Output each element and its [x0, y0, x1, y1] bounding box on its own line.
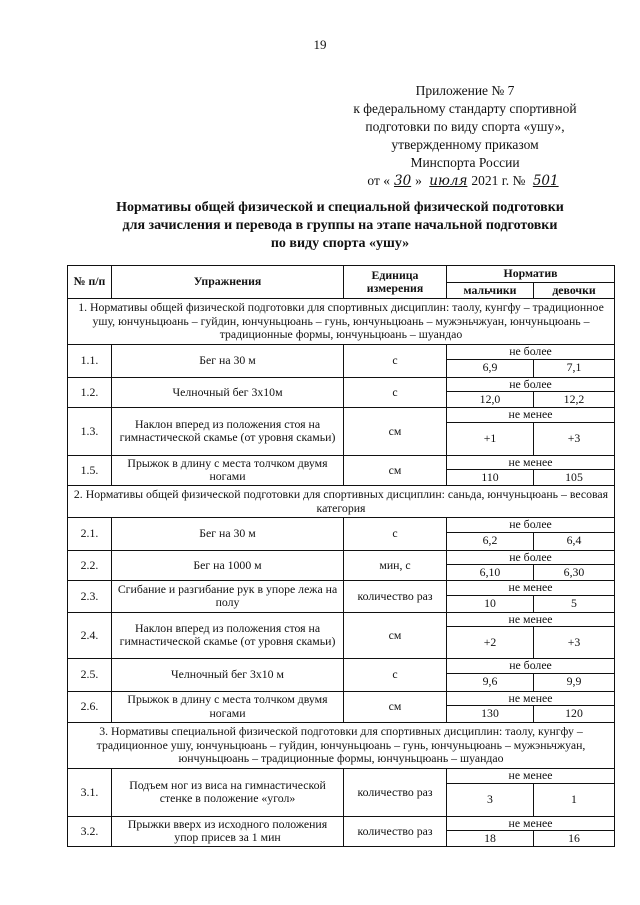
page-number: 19 [313, 37, 327, 52]
exercise-name: Челночный бег 3х10 м [112, 659, 344, 692]
girls-value: 6,4 [534, 532, 615, 550]
row-number: 1.2. [68, 377, 112, 408]
norm-condition: не более [447, 518, 615, 533]
girls-value: +3 [534, 627, 615, 659]
row-number: 3.1. [68, 769, 112, 817]
header-girls: девочки [534, 283, 615, 299]
date-year: 2021 г. № [471, 173, 526, 188]
girls-value: 120 [534, 706, 615, 723]
boys-value: 12,0 [447, 392, 534, 408]
exercise-name: Бег на 1000 м [112, 550, 344, 581]
table-row [68, 377, 615, 392]
table-row [68, 691, 615, 706]
unit-of-measure: мин, с [344, 550, 447, 581]
exercise-name: Подъем ног из виса на гимнастической стенке в положение «угол» [112, 769, 344, 817]
unit-of-measure: см [344, 612, 447, 659]
boys-value: 6,10 [447, 565, 534, 581]
unit-of-measure: количество раз [344, 581, 447, 613]
row-number: 2.2. [68, 550, 112, 581]
girls-value: 9,9 [534, 673, 615, 691]
appendix-line: подготовки по виду спорта «ушу», [365, 119, 565, 134]
row-number: 2.6. [68, 691, 112, 723]
boys-value: 6,9 [447, 359, 534, 377]
boys-value: +2 [447, 627, 534, 659]
boys-value: 18 [447, 831, 534, 847]
norm-condition: не менее [447, 816, 615, 831]
date-day: 30 [393, 173, 412, 189]
section-row [68, 723, 615, 769]
appendix-line: Минспорта России [410, 155, 520, 170]
norm-condition: не менее [447, 691, 615, 706]
title-line: по виду спорта «ушу» [270, 236, 410, 251]
unit-of-measure: см [344, 691, 447, 723]
section-row [68, 299, 615, 345]
girls-value: 12,2 [534, 392, 615, 408]
unit-of-measure: количество раз [344, 769, 447, 817]
row-number: 2.3. [68, 581, 112, 613]
norms-table [67, 265, 615, 847]
norm-condition: не менее [447, 769, 615, 784]
unit-of-measure: количество раз [344, 816, 447, 847]
header-exercise: Упражнения [112, 266, 344, 299]
row-number: 2.5. [68, 659, 112, 692]
norm-condition: не менее [447, 612, 615, 627]
exercise-name: Прыжок в длину с места толчком двумя ногами [112, 691, 344, 723]
order-date-line [330, 172, 600, 190]
row-number: 1.1. [68, 345, 112, 378]
row-number: 2.1. [68, 518, 112, 551]
exercise-name: Бег на 30 м [112, 518, 344, 551]
girls-value: 1 [534, 783, 615, 816]
row-number: 1.5. [68, 455, 112, 486]
boys-value: 10 [447, 595, 534, 612]
row-number: 1.3. [68, 408, 112, 456]
exercise-name: Наклон вперед из положения стоя на гимнастической скамье (от уровня скамьи) [112, 612, 344, 659]
exercise-name: Бег на 30 м [112, 345, 344, 378]
girls-value: 16 [534, 831, 615, 847]
appendix-line: к федеральному стандарту спортивной [353, 101, 577, 116]
boys-value: +1 [447, 422, 534, 455]
norm-condition: не более [447, 550, 615, 565]
section-title: 2. Нормативы общей физической подготовки для спортивных дисциплин: саньда, юнчуньцюань – весовая категория [68, 486, 615, 518]
table-row [68, 816, 615, 831]
girls-value: +3 [534, 422, 615, 455]
table-row [68, 408, 615, 423]
date-prefix: от « [367, 173, 390, 188]
exercise-name: Челночный бег 3х10м [112, 377, 344, 408]
girls-value: 6,30 [534, 565, 615, 581]
section-row [68, 486, 615, 518]
row-number: 3.2. [68, 816, 112, 847]
date-mid: » [415, 173, 422, 188]
unit-of-measure: с [344, 345, 447, 378]
table-row [68, 345, 615, 360]
header-norm: Норматив [447, 266, 615, 283]
unit-of-measure: см [344, 455, 447, 486]
unit-of-measure: с [344, 377, 447, 408]
document-title [60, 199, 620, 253]
section-title: 1. Нормативы общей физической подготовки для спортивных дисциплин: таолу, кунгфу – традиционное ушу, юнчуньцюань – гуйдин, юнчуньцюань – гунь, юнчуньцюань – мужэньчжуан, юнчуньцюань – традиционные формы, юнчуньцюань – шуандао [68, 299, 615, 345]
row-number: 2.4. [68, 612, 112, 659]
table-row [68, 550, 615, 565]
boys-value: 3 [447, 783, 534, 816]
title-line: Нормативы общей физической и специальной физической подготовки [116, 200, 564, 215]
date-month: июля [429, 173, 468, 189]
table-row [68, 769, 615, 784]
girls-value: 105 [534, 470, 615, 486]
boys-value: 9,6 [447, 673, 534, 691]
unit-of-measure: с [344, 518, 447, 551]
norm-condition: не менее [447, 408, 615, 423]
norm-condition: не более [447, 345, 615, 360]
header-number: № п/п [68, 266, 112, 299]
appendix-line: утвержденному приказом [391, 137, 539, 152]
table-row [68, 455, 615, 470]
table-row [68, 518, 615, 533]
exercise-name: Прыжок в длину с места толчком двумя ногами [112, 455, 344, 486]
exercise-name: Наклон вперед из положения стоя на гимнастической скамье (от уровня скамьи) [112, 408, 344, 456]
header-boys: мальчики [447, 283, 534, 299]
norm-condition: не менее [447, 455, 615, 470]
table-row [68, 581, 615, 596]
table-row [68, 612, 615, 627]
norm-condition: не более [447, 659, 615, 674]
boys-value: 6,2 [447, 532, 534, 550]
appendix-header [330, 82, 600, 190]
title-line: для зачисления и перевода в группы на этапе начальной подготовки [122, 218, 558, 233]
boys-value: 130 [447, 706, 534, 723]
exercise-name: Сгибание и разгибание рук в упоре лежа на полу [112, 581, 344, 613]
norm-condition: не менее [447, 581, 615, 596]
boys-value: 110 [447, 470, 534, 486]
header-unit: Единица измерения [344, 266, 447, 299]
appendix-line: Приложение № 7 [415, 83, 515, 98]
girls-value: 5 [534, 595, 615, 612]
norm-condition: не более [447, 377, 615, 392]
unit-of-measure: см [344, 408, 447, 456]
order-number: 501 [532, 173, 559, 189]
section-title: 3. Нормативы специальной физической подготовки для спортивных дисциплин: таолу, кунгфу – традиционное ушу, юнчуньцюань – гуйдин, юнчуньцюань – гунь, юнчуньцюань – мужэньчжуан, юнчуньцюань – традиционные формы, юнчуньцюань – шуандао [68, 723, 615, 769]
table-row [68, 659, 615, 674]
girls-value: 7,1 [534, 359, 615, 377]
table-body [68, 299, 615, 847]
unit-of-measure: с [344, 659, 447, 692]
exercise-name: Прыжки вверх из исходного положения упор присев за 1 мин [112, 816, 344, 847]
